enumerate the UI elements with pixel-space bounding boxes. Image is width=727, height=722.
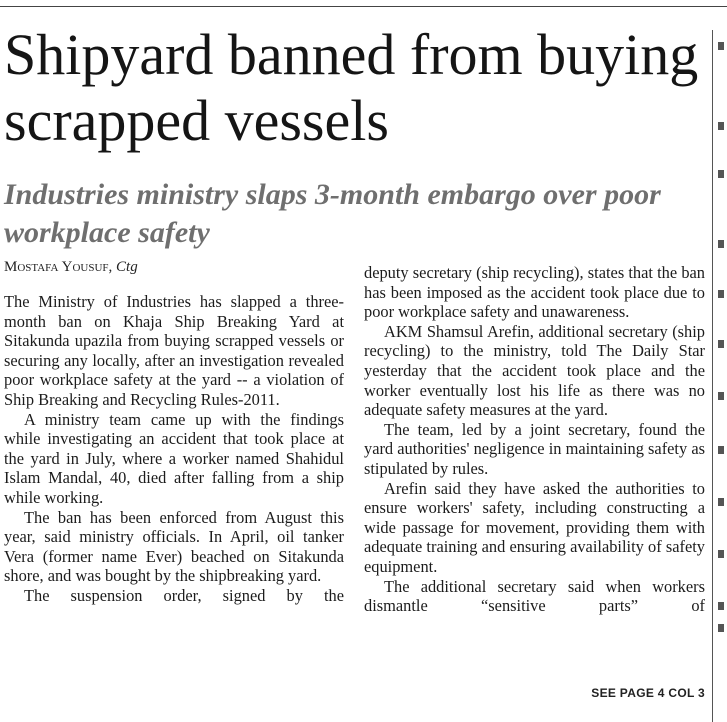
subheadline: Industries ministry slaps 3-month embargo over poor workplace safety (4, 178, 661, 249)
byline-author: Mostafa Yousuf (4, 259, 109, 275)
byline: Mostafa Yousuf, Ctg (4, 259, 138, 275)
top-rule (0, 6, 727, 7)
paragraph: AKM Shamsul Arefin, additional secretary (ship recycling) to the ministry, told The Daily Star yesterday that the accident took place and the worker eventually lost his life as there was no adequate safety measures at the yard. (364, 321, 705, 420)
paragraph: A ministry team came up with the findings while investigating an accident that took place at the yard in July, where a worker named Shahidul Islam Mandal, 40, died after falling from a ship while working. (4, 409, 344, 507)
paragraph: The Ministry of Industries has slapped a three-month ban on Khaja Ship Breaking Yard at Sitakunda upazila from buying scrapped vessels or securing any locally, after an investigation revealed poor workplace safety at the yard -- a violation of Ship Breaking and Recycling Rules-2011. (4, 292, 344, 409)
paragraph: deputy secretary (ship recycling), states that the ban has been imposed as the accident took place due to poor workplace safety and unawareness. (364, 263, 705, 322)
paragraph: Arefin said they have asked the authorities to ensure workers' safety, including constructing a wide passage for movement, providing them with adequate training and ensuring availability of safety equipment. (364, 478, 705, 576)
article-column-2 (364, 263, 705, 616)
paragraph: The suspension order, signed by the (24, 585, 344, 605)
adjacent-column-edge (716, 30, 727, 722)
article-column-1 (4, 292, 344, 606)
continuation-jump-line: SEE PAGE 4 COL 3 (591, 686, 705, 700)
paragraph: The additional secretary said when workers dismantle “sensitive parts” of (364, 576, 705, 616)
paragraph: The team, led by a joint secretary, found the yard authorities' negligence in maintaining safety as stipulated by rules. (364, 419, 705, 478)
byline-location: Ctg (116, 259, 138, 275)
headline: Shipyard banned from buying scrapped vessels (4, 22, 699, 153)
paragraph: The ban has been enforced from August this year, said ministry officials. In April, oil tanker Vera (former name Ever) beached on Sitakunda shore, and was bought by the shipbreaking yard. (4, 507, 344, 586)
column-rule-right (712, 30, 713, 722)
